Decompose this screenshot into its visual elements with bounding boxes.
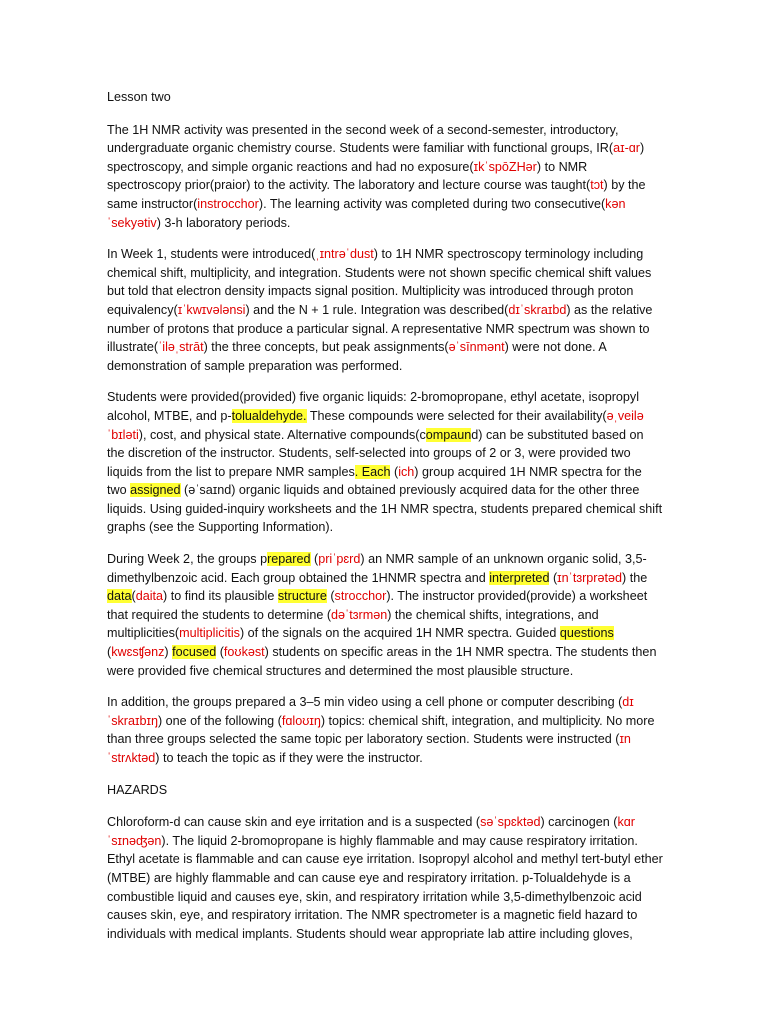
text-run: ) of the signals on the acquired 1H NMR spectra. Guided <box>239 626 560 641</box>
text-run: ) were not done. A demonstration of sample preparation was performed. <box>107 340 607 373</box>
pronunciation-note: tɔt <box>590 178 604 193</box>
text-run: ( <box>326 589 335 604</box>
pronunciation-note: dəˈtɜrmən <box>331 607 388 622</box>
text-run: ) by the same instructor( <box>107 178 646 211</box>
text-run: ). The liquid 2-bromopropane is highly flammable and may cause respiratory irritation. Ethyl acetate is flammable and can cause eye irritation. Isopropyl alcohol and methyl tert-butyl ether (MTBE) are highly flammable and can cause eye and respiratory irritation. p-Tolualdehyde is a combustible liquid and causes eye, skin, and respiratory irritation while 3,5-dimethylbenzoic acid causes skin, eye, and respiratory irritation. The NMR spectrometer is a magnetic field hazard to individuals with medical implants. Students should wear appropriate lab attire including gloves, <box>107 833 663 941</box>
paragraph-hazards <box>107 813 663 943</box>
pronunciation-note: daita <box>135 589 164 604</box>
text-run: ) students on specific areas in the 1H NMR spectra. The students then were provided five chemical structures and determined the most plausible structure. <box>107 645 657 678</box>
text-run: ) <box>164 645 173 660</box>
text-run: ) and the N + 1 rule. Integration was described( <box>245 302 509 317</box>
pronunciation-note: kɑr ˈsɪnəʤən <box>107 815 635 848</box>
pronunciation-note: kwɛsʧənz <box>111 645 165 660</box>
text-run: ( <box>216 645 224 660</box>
text-run: ) to teach the topic as if they were the instructor. <box>155 751 423 765</box>
text-run: ) carcinogen ( <box>540 815 618 830</box>
text-run: ) one of the following ( <box>157 713 282 728</box>
text-run: ) the chemical shifts, integrations, and multiplicities( <box>107 607 599 641</box>
text-run: (əˈsaɪnd) organic liquids and obtained previously acquired data for the other three liquids. Using guided-inquiry worksheets and the 1H NMR spectra, students prepared chemical shift graphs (see the Supporting Information). <box>107 483 663 535</box>
text-run: ( <box>390 464 399 479</box>
pronunciation-note: ich <box>398 464 415 479</box>
pronunciation-note: ɪkˈspōZHər <box>473 159 537 174</box>
pronunciation-note: instrocchor <box>197 196 259 211</box>
pronunciation-note: ɪnˈstrʌktəd <box>107 732 631 765</box>
highlighted-word: ompaun <box>425 427 472 442</box>
highlighted-word: focused <box>172 645 217 660</box>
text-run: During Week 2, the groups p <box>107 552 268 567</box>
text-run: ), cost, and physical state. Alternative compounds(c <box>138 427 426 442</box>
paragraph-4 <box>107 550 663 680</box>
highlighted-word: questions <box>559 626 614 641</box>
text-run: ). The instructor provided(provide) a worksheet that required the students to determine ( <box>107 589 648 622</box>
text-run: Students were provided(provided) five organic liquids: 2-bromopropane, ethyl acetate, isopropyl alcohol, MTBE, and p- <box>107 390 640 423</box>
heading-hazards: HAZARDS <box>107 782 168 797</box>
highlighted-word: . Each <box>354 464 391 479</box>
text-run: ) to NMR spectroscopy prior(praior) to the activity. The laboratory and lecture course was taught( <box>107 159 591 193</box>
text-run: In addition, the groups prepared a 3–5 min video using a cell phone or computer describing ( <box>107 695 623 710</box>
text-run: ( <box>107 645 112 660</box>
paragraph-2 <box>107 245 663 375</box>
text-run: ) group acquired 1H NMR spectra for the two <box>107 464 642 498</box>
highlighted-word: assigned <box>130 483 181 498</box>
pronunciation-note: əˈsīnmənt <box>448 340 505 355</box>
pronunciation-note: ɪnˈtɜrprətəd <box>557 570 623 585</box>
highlighted-word: data <box>107 589 132 604</box>
highlighted-word: interpreted <box>489 570 550 585</box>
text-run: ( <box>549 570 558 585</box>
text-run: ) 3-h laboratory periods. <box>156 215 291 230</box>
paragraph-1 <box>107 121 663 233</box>
heading-lesson-two: Lesson two <box>107 90 171 104</box>
text-run: The 1H NMR activity was presented in the second week of a second-semester, introductory, undergraduate organic chemistry course. Students were familiar with functional groups, IR( <box>107 122 619 156</box>
paragraph-5 <box>107 693 663 767</box>
pronunciation-note: ˌɪntrəˈdust <box>315 247 374 262</box>
text-run: ) spectroscopy, and simple organic reactions and had no exposure( <box>107 141 645 174</box>
pronunciation-note: ɪˈkwɪvələnsi <box>177 302 246 317</box>
pronunciation-note: aɪ-ɑr <box>613 141 640 156</box>
pronunciation-note: strocchor <box>334 589 387 604</box>
paragraph-3 <box>107 388 663 537</box>
text-run: ( <box>131 589 136 604</box>
text-run: Chloroform-d can cause skin and eye irritation and is a suspected ( <box>107 815 481 830</box>
pronunciation-note: ˈiləˌstrāt <box>158 340 204 355</box>
highlighted-word: structure <box>277 589 327 604</box>
pronunciation-note: səˈspɛktəd <box>480 815 541 830</box>
pronunciation-note: foʊkəst <box>223 645 265 660</box>
pronunciation-note: priˈpɛrd <box>318 552 361 567</box>
text-run: ) an NMR sample of an unknown organic solid, 3,5-dimethylbenzoic acid. Each group obtained the 1HNMR spectra and <box>107 552 647 585</box>
pronunciation-note: fɑloʊɪŋ <box>281 713 321 728</box>
pronunciation-note: dɪ ˈskraɪbɪŋ <box>107 695 634 728</box>
text-run: ( <box>310 552 319 567</box>
text-run: ) to 1H NMR spectroscopy terminology including chemical shift, multiplicity, and integration. Students were not shown specific chemical shift values but told that electron density impacts signal position. Multiplicity was introduced through proton equivalency( <box>107 247 652 317</box>
text-run: ) the three concepts, but peak assignments( <box>203 340 449 355</box>
highlighted-word: repared <box>267 552 311 567</box>
text-run: These compounds were selected for their availability( <box>306 408 607 423</box>
pronunciation-note: kən ˈsekyətiv <box>107 196 626 230</box>
highlighted-word: tolualdehyde. <box>231 408 307 423</box>
text-run: In Week 1, students were introduced( <box>107 247 316 262</box>
pronunciation-note: əˌveilə ˈbɪləti <box>107 408 644 442</box>
text-run: ). The learning activity was completed during two consecutive( <box>258 196 606 211</box>
text-run: ) the <box>622 570 648 585</box>
document-page <box>107 88 663 956</box>
text-run: ) to find its plausible <box>163 589 278 604</box>
pronunciation-note: dɪˈskraɪbd <box>508 302 567 317</box>
text-run: ) as the relative number of protons that produce a particular signal. A representative NMR spectrum was shown to illustrate( <box>107 302 653 355</box>
text-run: d) can be substituted based on the discretion of the instructor. Students, self-selected into groups of 2 or 3, were provided two liquids from the list to prepare NMR samples <box>107 427 644 479</box>
pronunciation-note: multiplicitis <box>179 626 240 641</box>
text-run: ) topics: chemical shift, integration, and multiplicity. No more than three groups selected the same topic per laboratory section. Students were instructed ( <box>107 713 655 747</box>
